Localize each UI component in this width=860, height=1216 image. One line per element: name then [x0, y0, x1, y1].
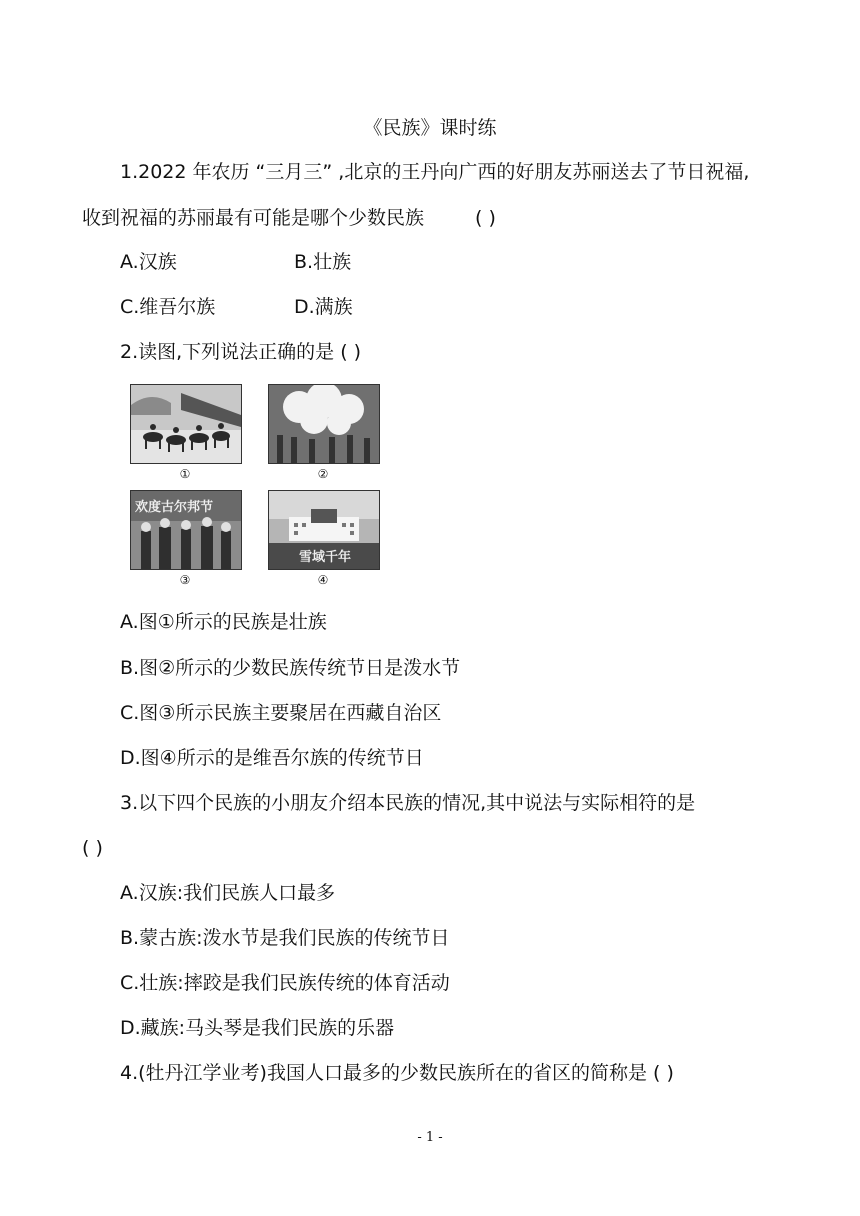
q2-stem: 2.读图,下列说法正确的是 ( ): [120, 341, 362, 363]
q3-option-d: D.藏族:马头琴是我们民族的乐器: [120, 1017, 395, 1039]
q2-image-3-eid-festival: [130, 490, 242, 570]
q2-image-1-horse-race: [130, 384, 242, 464]
q1-option-a: A.汉族: [120, 251, 177, 273]
q2-image-4-banner: 雪域千年: [299, 550, 352, 565]
q3-answer-bracket: ( ): [82, 837, 103, 859]
q1-answer-bracket: ( ): [475, 207, 496, 229]
q1-option-c: C.维吾尔族: [120, 296, 216, 318]
q2-image-4-potala-palace: [268, 490, 380, 570]
q2-caption-3: ③: [179, 573, 191, 587]
q2-option-d: D.图④所示的是维吾尔族的传统节日: [120, 747, 424, 769]
q4-stem: 4.(牡丹江学业考)我国人口最多的少数民族所在的省区的简称是 ( ): [120, 1062, 674, 1084]
q2-caption-1: ①: [179, 467, 191, 481]
q1-option-d: D.满族: [294, 296, 353, 318]
q1-stem-line2: 收到祝福的苏丽最有可能是哪个少数民族: [82, 207, 425, 229]
q2-option-b: B.图②所示的少数民族传统节日是泼水节: [120, 657, 461, 679]
q3-option-a: A.汉族:我们民族人口最多: [120, 882, 336, 904]
q2-caption-4: ④: [317, 573, 329, 587]
q2-image-2-water-festival: [268, 384, 380, 464]
q2-image-3-banner: 欢度古尔邦节: [135, 500, 214, 515]
q3-option-b: B.蒙古族:泼水节是我们民族的传统节日: [120, 927, 450, 949]
page-number: - 1 -: [417, 1130, 443, 1145]
q2-caption-2: ②: [317, 467, 329, 481]
q2-option-a: A.图①所示的民族是壮族: [120, 611, 327, 633]
q2-option-c: C.图③所示民族主要聚居在西藏自治区: [120, 702, 442, 724]
q3-option-c: C.壮族:摔跤是我们民族传统的体育活动: [120, 972, 450, 994]
document-title: 《民族》课时练: [363, 117, 497, 139]
q1-option-b: B.壮族: [294, 251, 352, 273]
q3-stem-line1: 3.以下四个民族的小朋友介绍本民族的情况,其中说法与实际相符的是: [120, 792, 696, 814]
q1-stem-line1: 1.2022 年农历 “三月三” ,北京的王丹向广西的好朋友苏丽送去了节日祝福,: [120, 161, 750, 183]
